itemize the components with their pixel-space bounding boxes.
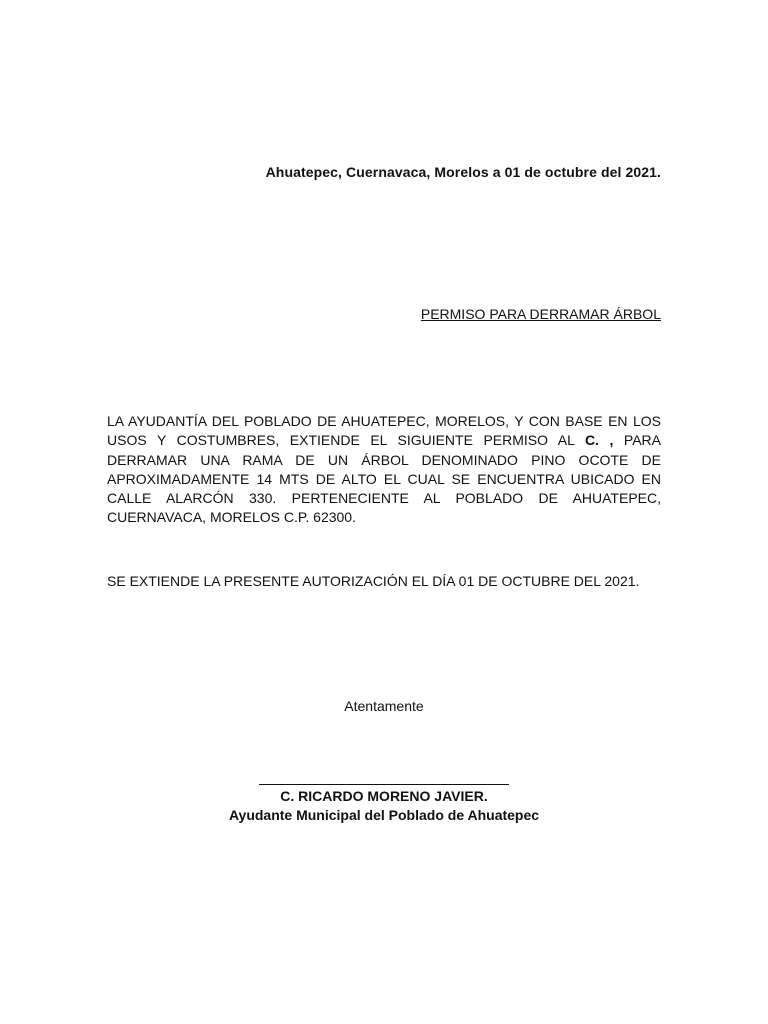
body-paragraph-1 xyxy=(107,412,661,528)
paragraph-1-text-end: PARA DERRAMAR UNA RAMA DE UN ÁRBOL DENOMINADO PINO OCOTE DE APROXIMADAMENTE 14 MTS DE ALTO EL CUAL SE ENCUENTRA UBICADO EN CALLE ALARCÓN 330. PERTENECIENTE AL POBLADO DE AHUATEPEC, CUERNAVACA, MORELOS C.P. 62300. xyxy=(107,432,661,526)
closing-text: Atentamente xyxy=(344,698,424,714)
date-line: Ahuatepec, Cuernavaca, Morelos a 01 de octubre del 2021. xyxy=(265,164,661,180)
body-paragraph-2: SE EXTIENDE LA PRESENTE AUTORIZACIÓN EL DÍA 01 DE OCTUBRE DEL 2021. xyxy=(107,573,640,589)
signer-role: Ayudante Municipal del Poblado de Ahuatepec xyxy=(228,807,540,823)
signature-line xyxy=(259,766,509,785)
signer-name: C. RICARDO MORENO JAVIER. xyxy=(280,788,488,804)
document-title: PERMISO PARA DERRAMAR ÁRBOL xyxy=(420,306,661,322)
recipient-name: C. , xyxy=(584,432,614,449)
paragraph-1-text-start: LA AYUDANTÍA DEL POBLADO DE AHUATEPEC, MORELOS, Y CON BASE EN LOS USOS Y COSTUMBRES, EXTIENDE EL SIGUIENTE PERMISO AL xyxy=(107,413,661,449)
signature-block xyxy=(0,766,768,825)
